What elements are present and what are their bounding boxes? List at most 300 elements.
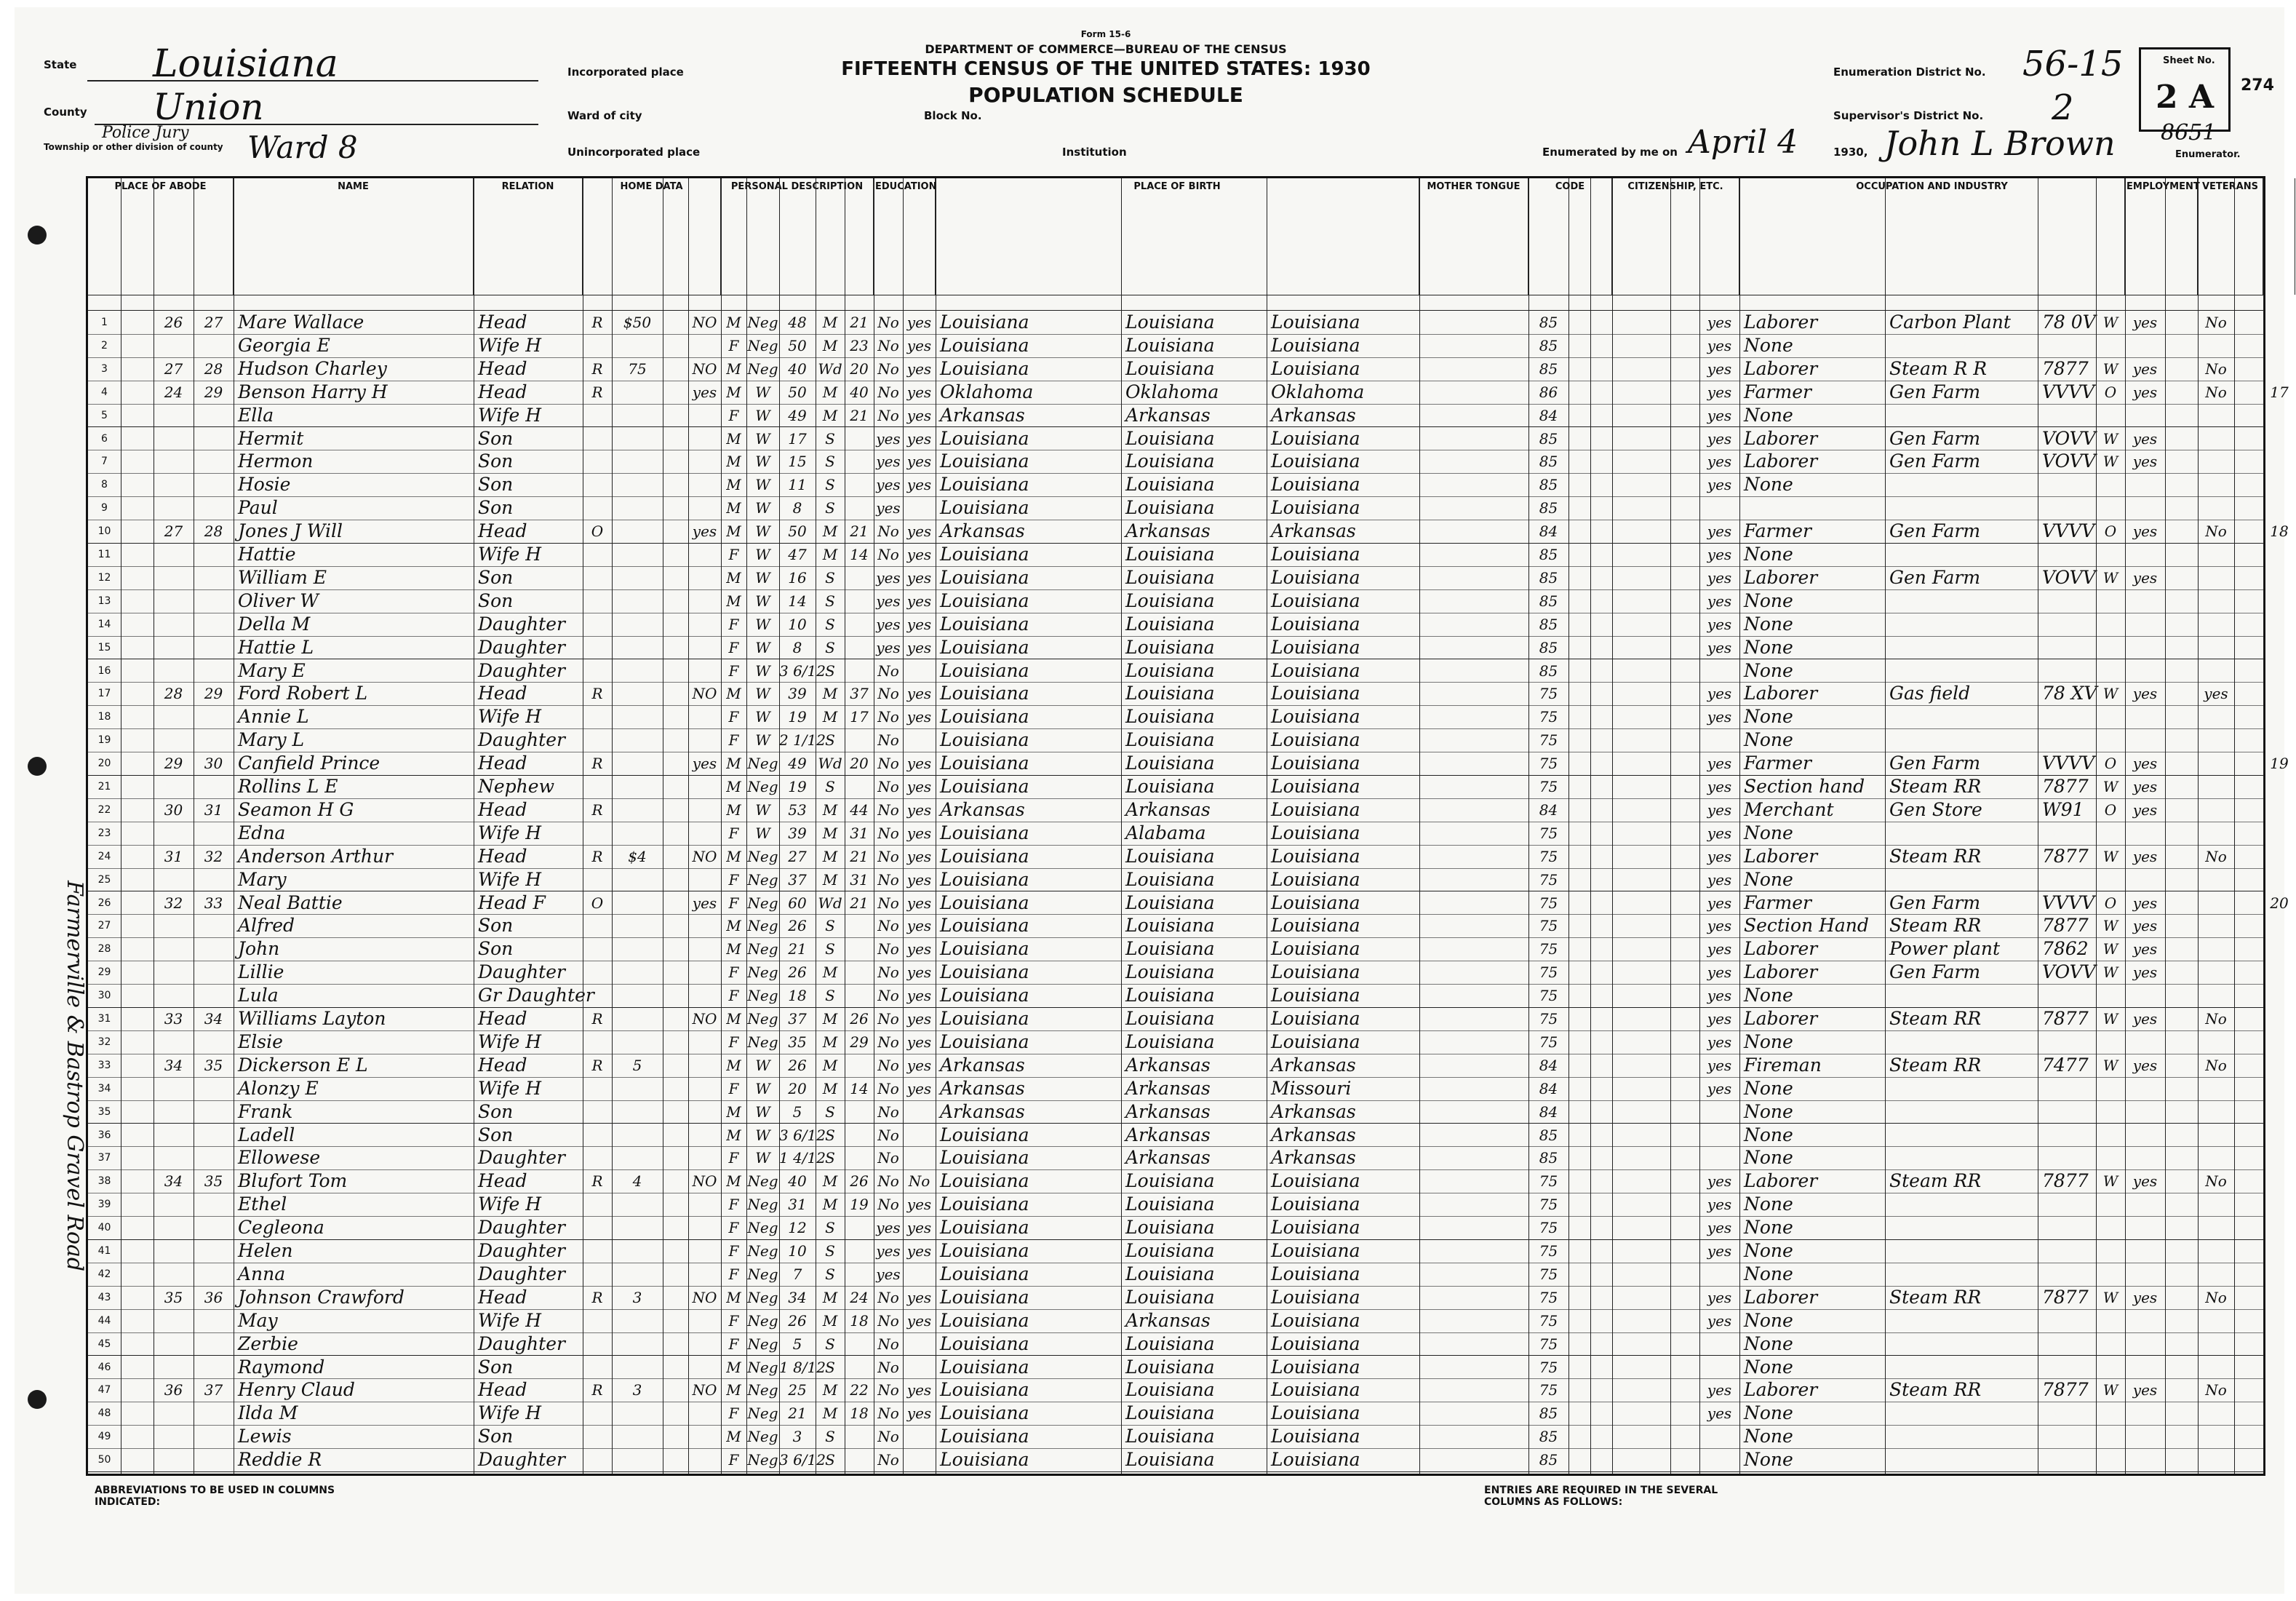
cell-fbp: Louisiana [1125, 544, 1215, 565]
cell-line: 37 [97, 1152, 111, 1164]
cell-fam: 34 [204, 1010, 223, 1028]
cell-vet [2198, 334, 2234, 357]
cell-age: 48 [788, 314, 807, 331]
cell-wline [2165, 822, 2202, 845]
cell-mbp: Arkansas [1271, 1054, 1356, 1076]
cell-own [583, 1425, 612, 1448]
cell-imm [1612, 636, 1675, 659]
cell-line: 24 [97, 850, 111, 862]
cell-ind [1885, 1030, 2042, 1054]
cell-vet [2198, 822, 2234, 845]
cell-mar: M [822, 1311, 838, 1330]
cell-line: 6 [101, 432, 108, 445]
cell-rel: Head [478, 683, 527, 704]
cell-wline [2165, 334, 2202, 357]
cell-line: 42 [97, 1268, 111, 1280]
cell-am [845, 914, 874, 937]
cell-rel: Son [478, 1124, 514, 1145]
cell-own: R [591, 1172, 603, 1191]
cell-lang [1419, 961, 1533, 984]
cell-own: R [591, 1010, 603, 1028]
cell-vet [2198, 798, 2234, 822]
page-stamp: 274 [2241, 76, 2274, 95]
cell-name: Canfield Prince [238, 752, 380, 774]
cell-wline [2165, 914, 2202, 937]
cell-farm [688, 334, 721, 357]
cell-vet [2198, 1332, 2234, 1356]
cell-fam: 28 [204, 359, 223, 378]
cell-line: 38 [97, 1175, 111, 1188]
cell-sch: yes [876, 1219, 901, 1237]
table-row [88, 1378, 2263, 1402]
cell-bp: Louisiana [940, 891, 1029, 913]
cell-code: 75 [1539, 1288, 1558, 1306]
cell-house [121, 589, 158, 613]
cell-own [583, 1193, 612, 1216]
cell-dw: 34 [164, 1056, 183, 1074]
cell-dw [154, 937, 194, 961]
cell-sch: No [877, 847, 899, 865]
cell-rw: yes [906, 1405, 932, 1423]
cell-fam [194, 1216, 234, 1239]
cell-farmno [2263, 1007, 2295, 1030]
cell-race: Neg [747, 359, 778, 378]
cell-line: 41 [97, 1245, 111, 1257]
cell-own [583, 427, 612, 450]
cell-imm [1612, 473, 1675, 496]
cell-fam [194, 1030, 234, 1054]
cell-am: 24 [850, 1288, 869, 1306]
cell-dw [154, 1124, 194, 1147]
cell-farmno: 19 [2270, 755, 2289, 773]
column-number-row [88, 295, 2263, 311]
cell-val [612, 752, 663, 775]
table-row [88, 1356, 2263, 1380]
cell-bp: Louisiana [940, 311, 1029, 333]
cell-cls [2096, 334, 2125, 357]
cell-val [612, 937, 663, 961]
cell-mar: Wd [818, 359, 842, 378]
cell-ocode [2038, 1216, 2100, 1239]
cell-cls [2096, 728, 2125, 752]
cell-eng [1699, 728, 1739, 752]
cell-wline [2165, 1425, 2202, 1448]
cell-house [121, 1077, 158, 1100]
enumerator-label: Enumerator. [2175, 149, 2241, 160]
cell-race: W [755, 1079, 770, 1097]
cell-fam [194, 775, 234, 798]
cell-occ: None [1744, 544, 1793, 565]
cell-sch: yes [876, 615, 901, 633]
cell-sch: No [877, 1311, 899, 1330]
cell-name: Annie L [238, 706, 309, 728]
cell-sex: M [726, 778, 741, 795]
cell-bp: Arkansas [940, 520, 1025, 542]
cell-vet: No [2205, 1010, 2227, 1028]
cell-imm [1612, 589, 1675, 613]
cell-farmno [2263, 636, 2295, 659]
cell-age: 19 [788, 708, 807, 726]
cell-sch: No [877, 1451, 899, 1469]
cell-house [121, 1193, 158, 1216]
cell-own [583, 659, 612, 683]
column-rule [1528, 178, 1529, 1474]
cell-line: 30 [97, 990, 111, 1002]
cell-ocode: VVVV [2042, 381, 2095, 402]
cell-am: 31 [850, 824, 869, 842]
cell-race: Neg [747, 987, 778, 1005]
cell-dw [154, 961, 194, 984]
table-row [88, 311, 2263, 335]
cell-vet [2198, 1402, 2234, 1425]
cell-rel: Nephew [478, 776, 554, 797]
cell-lang [1419, 381, 1533, 404]
cell-lang [1419, 496, 1533, 520]
cell-farmno [2263, 1054, 2295, 1077]
cell-fam [194, 822, 234, 845]
cell-rw: yes [906, 685, 932, 703]
cell-sex: M [726, 1126, 741, 1144]
cell-ind: Gen Farm [1889, 427, 1981, 449]
cell-rw: yes [906, 1311, 932, 1330]
cell-lang [1419, 1356, 1533, 1379]
cell-race: Neg [747, 1219, 778, 1237]
cell-work: yes [2132, 429, 2158, 448]
cell-line: 8 [101, 479, 108, 491]
table-row [88, 822, 2263, 846]
cell-sex: M [726, 568, 741, 587]
cell-sex: F [728, 1311, 739, 1330]
cell-occ: None [1744, 1124, 1793, 1145]
cell-mar: S [825, 1219, 835, 1237]
cell-name: Ilda M [238, 1402, 298, 1424]
cell-occ: None [1744, 474, 1793, 496]
cell-sch: No [877, 1079, 899, 1097]
cell-lang [1419, 1193, 1533, 1216]
cell-house [121, 520, 158, 543]
cell-work [2125, 589, 2165, 613]
cell-eng: yes [1707, 314, 1732, 331]
cell-sex: M [726, 453, 741, 471]
cell-own [583, 543, 612, 566]
cell-sch: No [877, 1428, 899, 1446]
cell-name: Hosie [238, 474, 291, 496]
cell-line: 33 [97, 1059, 111, 1071]
cell-dw [154, 613, 194, 636]
cell-fam [194, 984, 234, 1007]
cell-fbp: Louisiana [1125, 1193, 1215, 1215]
cell-mbp: Louisiana [1271, 845, 1360, 867]
cell-work [2125, 728, 2165, 752]
cell-dw [154, 589, 194, 613]
cell-farmno [2263, 1077, 2295, 1100]
cell-bp: Louisiana [940, 915, 1029, 937]
cell-line: 4 [101, 386, 108, 398]
cell-own [583, 566, 612, 589]
cell-rel: Wife H [478, 822, 542, 843]
cell-sch: No [877, 1126, 899, 1144]
cell-vet [2198, 984, 2234, 1007]
cell-dw [154, 728, 194, 752]
cell-cls [2096, 705, 2125, 728]
cell-mar: S [825, 429, 835, 448]
cell-eng: yes [1707, 546, 1732, 563]
cell-val [612, 1216, 663, 1239]
cell-bp: Louisiana [940, 683, 1029, 704]
cell-farmno [2263, 1100, 2295, 1124]
cell-ocode: 7877 [2042, 915, 2089, 937]
cell-fam: 29 [204, 685, 223, 703]
cell-eng: yes [1707, 615, 1732, 633]
cell-farm [688, 1402, 721, 1425]
cell-fam [194, 1100, 234, 1124]
cell-ind [1885, 1356, 2042, 1379]
cell-imm [1612, 1309, 1675, 1332]
cell-ocode [2038, 705, 2100, 728]
cell-dw: 30 [164, 800, 183, 819]
column-rule [746, 178, 747, 1474]
cell-own [583, 937, 612, 961]
cell-sex: M [726, 359, 741, 378]
cell-imm [1612, 334, 1675, 357]
cell-work: yes [2132, 778, 2158, 795]
cell-fbp: Louisiana [1125, 1286, 1215, 1308]
cell-code: 75 [1539, 1242, 1558, 1260]
cell-mbp: Louisiana [1271, 706, 1360, 728]
cell-imm [1612, 1193, 1675, 1216]
cell-imm [1612, 845, 1675, 868]
cell-line: 7 [101, 456, 108, 468]
cell-val [612, 1146, 663, 1169]
cell-ocode [2038, 404, 2100, 427]
table-row [88, 1054, 2263, 1078]
punch-hole [28, 1390, 47, 1409]
cell-am [845, 566, 874, 589]
cell-vet [2198, 659, 2234, 683]
cell-age: 10 [788, 1242, 807, 1260]
cell-occ: None [1744, 1193, 1793, 1215]
cell-race: W [755, 708, 770, 726]
cell-bp: Louisiana [940, 706, 1029, 728]
cell-sch: yes [876, 638, 901, 656]
cell-name: May [238, 1309, 278, 1331]
cell-code: 85 [1539, 568, 1558, 587]
cell-vet [2198, 1100, 2234, 1124]
cell-val [612, 566, 663, 589]
cell-ind [1885, 1263, 2042, 1286]
cell-sex: M [726, 1056, 741, 1074]
cell-mar: Wd [818, 755, 842, 773]
cell-eng: yes [1707, 755, 1732, 773]
cell-wline [2165, 1030, 2202, 1054]
cell-bp: Louisiana [940, 1170, 1029, 1192]
cell-val [612, 589, 663, 613]
cell-val [612, 1448, 663, 1471]
cell-lang [1419, 1286, 1533, 1309]
cell-own [583, 1402, 612, 1425]
cell-sch: yes [876, 499, 901, 517]
cell-sex: M [726, 1428, 741, 1446]
cell-sch: No [877, 314, 899, 331]
cell-fbp: Louisiana [1125, 613, 1215, 635]
cell-dw [154, 1239, 194, 1263]
cell-work: yes [2132, 917, 2158, 935]
cell-rw: yes [906, 568, 932, 587]
cell-ind: Gas field [1889, 683, 1971, 704]
cell-val [612, 636, 663, 659]
cell-rw: yes [906, 523, 932, 541]
cell-imm [1612, 1169, 1675, 1193]
punch-hole [28, 757, 47, 776]
cell-occ: Laborer [1744, 845, 1818, 867]
cell-age: 20 [788, 1079, 807, 1097]
cell-vet [2198, 450, 2234, 473]
cell-bp: Louisiana [940, 845, 1029, 867]
cell-lang [1419, 357, 1533, 381]
cell-imm [1612, 822, 1675, 845]
cell-race: Neg [747, 1196, 778, 1214]
cell-ind [1885, 1332, 2042, 1356]
cell-eng: yes [1707, 778, 1732, 795]
cell-fbp: Louisiana [1125, 334, 1215, 356]
cell-vet: No [2205, 847, 2227, 865]
cell-fbp: Louisiana [1125, 497, 1215, 519]
cell-house [121, 1054, 158, 1077]
cell-vet [2198, 868, 2234, 891]
cell-ind: Gen Farm [1889, 891, 1981, 913]
cell-race: Neg [747, 1428, 778, 1446]
cell-race: W [755, 523, 770, 541]
cell-ind [1885, 1239, 2042, 1263]
cell-mar: M [822, 847, 838, 865]
cell-name: Reddie R [238, 1449, 322, 1471]
cell-am: 31 [850, 870, 869, 889]
cell-eng: yes [1707, 1242, 1732, 1260]
cell-rel: Son [478, 566, 514, 588]
cell-occ: None [1744, 868, 1793, 890]
cell-line: 32 [97, 1036, 111, 1048]
cell-own [583, 1146, 612, 1169]
cell-occ: None [1744, 1332, 1793, 1354]
cell-farmno [2263, 798, 2295, 822]
cell-rel: Head [478, 752, 527, 774]
cell-line: 19 [97, 734, 111, 747]
cell-bp: Louisiana [940, 1402, 1029, 1424]
cell-farmno [2263, 1030, 2295, 1054]
cell-val [612, 473, 663, 496]
cell-work [2125, 1425, 2165, 1448]
table-row [88, 752, 2289, 776]
cell-name: Mare Wallace [238, 311, 364, 333]
cell-rel: Son [478, 589, 514, 611]
punch-hole [28, 226, 47, 245]
cell-lang [1419, 682, 1533, 705]
cell-ocode [2038, 1124, 2100, 1147]
table-row [88, 961, 2263, 985]
cell-occ: Laborer [1744, 450, 1818, 472]
cell-vet [2198, 775, 2234, 798]
cell-imm [1612, 1007, 1675, 1030]
column-rule [1670, 178, 1671, 1474]
cell-eng: yes [1707, 1010, 1732, 1028]
cell-dw [154, 496, 194, 520]
cell-fam [194, 1077, 234, 1100]
cell-age: 16 [788, 568, 807, 587]
cell-sex: F [728, 546, 739, 563]
cell-line: 16 [97, 664, 111, 677]
cell-race: Neg [747, 314, 778, 331]
cell-dw [154, 473, 194, 496]
cell-mar: M [822, 1288, 838, 1306]
column-rule [779, 178, 780, 1474]
cell-sex: M [726, 1103, 741, 1121]
cell-fbp: Louisiana [1125, 566, 1215, 588]
cell-work: yes [2132, 523, 2158, 541]
cell-fam [194, 659, 234, 683]
cell-bp: Louisiana [940, 334, 1029, 356]
cell-mbp: Louisiana [1271, 985, 1360, 1006]
cell-farm [688, 728, 721, 752]
cell-rw: yes [906, 406, 932, 424]
cell-age: 3 6/12 [779, 1126, 826, 1144]
cell-mbp: Louisiana [1271, 427, 1360, 449]
cell-farm [688, 543, 721, 566]
cell-lang [1419, 473, 1533, 496]
cell-farmno [2263, 589, 2295, 613]
cell-am [845, 636, 874, 659]
cell-mar: M [822, 1010, 838, 1028]
cell-wline [2165, 1378, 2202, 1402]
cell-lang [1419, 822, 1533, 845]
cell-ocode [2038, 613, 2100, 636]
cell-name: Anna [238, 1263, 286, 1284]
cell-ind [1885, 1425, 2042, 1448]
cell-bp: Louisiana [940, 474, 1029, 496]
cell-rel: Head [478, 1286, 527, 1308]
cell-race: W [755, 615, 770, 633]
cell-dw [154, 822, 194, 845]
county-value: Union [153, 86, 264, 128]
cell-farmno [2263, 937, 2295, 961]
cell-dw [154, 705, 194, 728]
cell-cls: W [2102, 453, 2118, 471]
cell-sch: yes [876, 1242, 901, 1260]
cell-fbp: Louisiana [1125, 311, 1215, 333]
cell-vet [2198, 1077, 2234, 1100]
cell-cls [2096, 1448, 2125, 1471]
cell-ocode [2038, 1030, 2100, 1054]
cell-farmno [2263, 613, 2295, 636]
column-group-header: HOME DATA [583, 178, 721, 295]
cell-farm [688, 1425, 721, 1448]
cell-work: yes [2132, 359, 2158, 378]
cell-vet: No [2205, 1172, 2227, 1191]
cell-rw: yes [906, 778, 932, 795]
cell-own [583, 775, 612, 798]
cell-fam [194, 1193, 234, 1216]
cell-fam [194, 636, 234, 659]
cell-wline [2165, 1077, 2202, 1100]
table-row [88, 543, 2263, 567]
cell-lang [1419, 1100, 1533, 1124]
cell-am [845, 937, 874, 961]
cell-imm [1612, 705, 1675, 728]
cell-name: Mary E [238, 659, 306, 681]
cell-own [583, 1448, 612, 1471]
cell-cls: W [2102, 1172, 2118, 1191]
cell-vet [2198, 1309, 2234, 1332]
cell-val [612, 520, 663, 543]
